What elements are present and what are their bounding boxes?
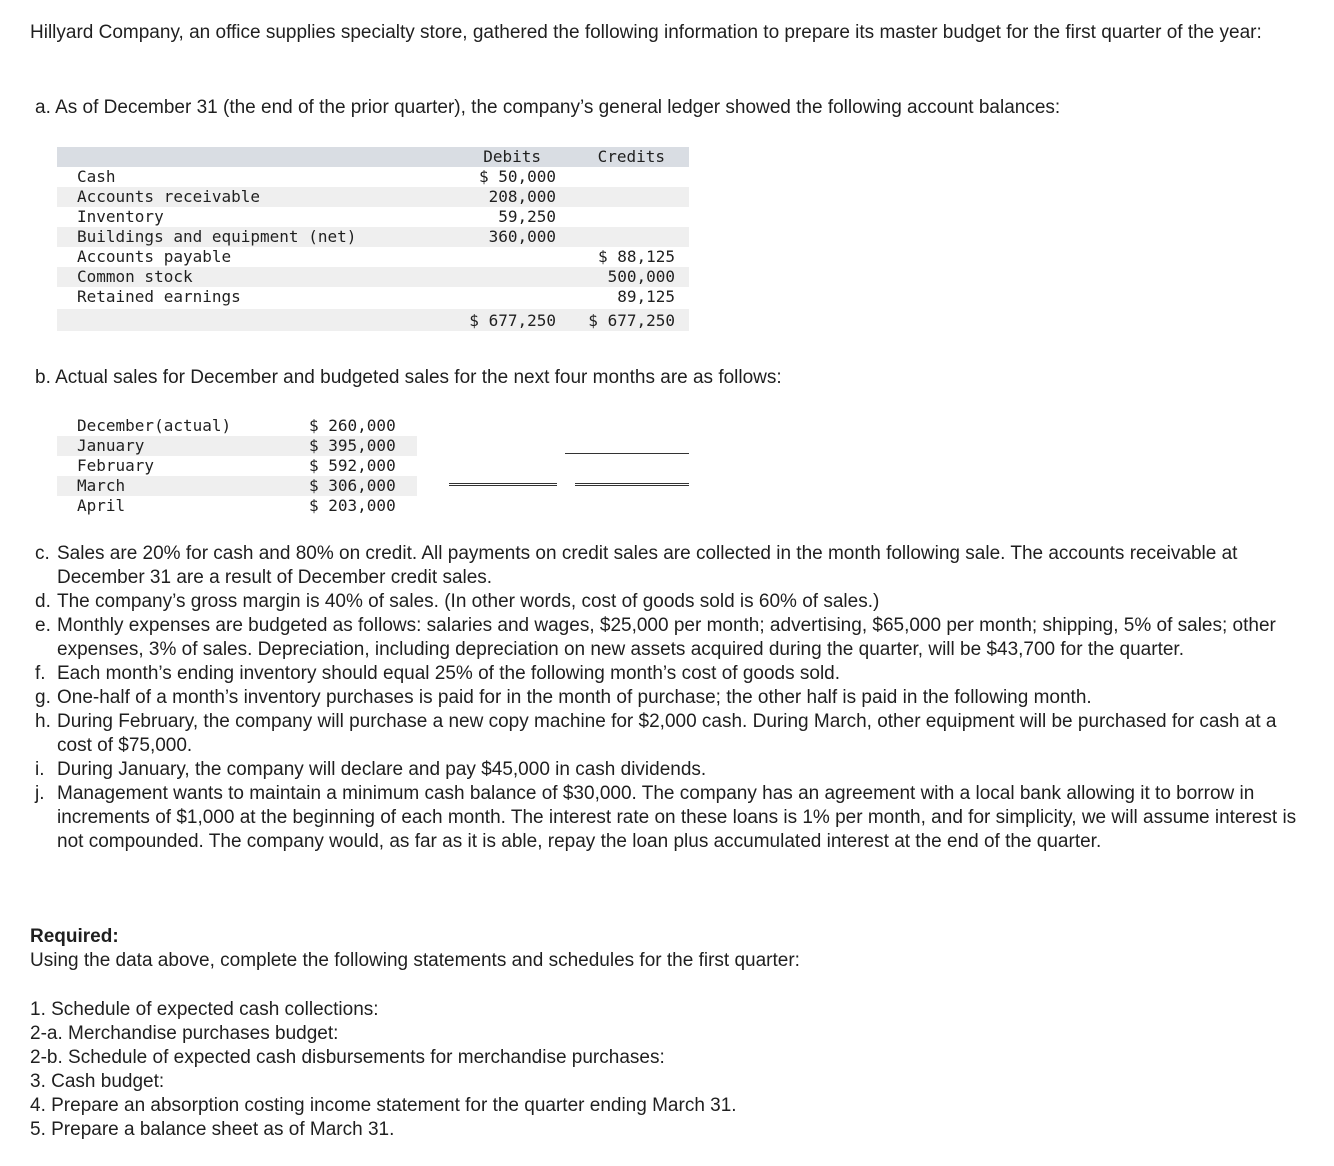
item-letter: c. [35, 543, 50, 564]
item-letter: i. [35, 759, 45, 780]
task-item: 2-b. Schedule of expected cash disbursements for merchandise purchases: [30, 1047, 665, 1068]
credit-amount: 89,125 [617, 287, 675, 306]
item-text: Sales are 20% for cash and 80% on credit. All payments on credit sales are collected in the month following sale. The accounts receivable at December 31 are a result of December credit sales. [57, 543, 1238, 588]
sales-amount: $ 306,000 [309, 476, 396, 495]
credit-subtotal-rule [565, 453, 689, 454]
ledger-row [57, 227, 689, 247]
sales-amount: $ 203,000 [309, 496, 396, 515]
task-item: 4. Prepare an absorption costing income statement for the quarter ending March 31. [30, 1095, 737, 1116]
item-a-text: a. As of December 31 (the end of the prior quarter), the company’s general ledger showed the following account balances: [35, 97, 1061, 118]
task-item: 3. Cash budget: [30, 1071, 165, 1092]
item-text: During January, the company will declare and pay $45,000 in cash dividends. [57, 759, 707, 780]
total-debits: $ 677,250 [469, 311, 556, 330]
ledger-row [57, 287, 689, 307]
task-item: 5. Prepare a balance sheet as of March 31. [30, 1119, 395, 1140]
sales-table [57, 416, 417, 516]
account-name: Common stock [77, 267, 193, 286]
item-text: Monthly expenses are budgeted as follows: salaries and wages, $25,000 per month; advertising, $65,000 per month; shipping, 5% of sales; other expenses, 3% of sales. Depreciation, including depreciation on new assets acquired during the quarter, will be $43,700 for the quarter. [57, 615, 1276, 660]
item-text: Each month’s ending inventory should equal 25% of the following month’s cost of goods sold. [57, 663, 841, 684]
item-text: Management wants to maintain a minimum cash balance of $30,000. The company has an agreement with a local bank allowing it to borrow in increments of $1,000 at the beginning of each month. The interest rate on these loans is 1% per month, and for simplicity, we will assume interest is not compounded. The company would, as far as it is able, repay the loan plus accumulated interest at the end of the quarter. [57, 783, 1297, 852]
ledger-header-row [57, 147, 689, 167]
ledger-row [57, 167, 689, 187]
intro-paragraph: Hillyard Company, an office supplies specialty store, gathered the following information to prepare its master budget for the first quarter of the year: [30, 22, 1262, 43]
debit-amount: $ 50,000 [478, 167, 556, 186]
sales-row [57, 476, 417, 496]
list-item [35, 782, 1297, 854]
account-name: Inventory [77, 207, 164, 226]
item-letter: e. [35, 615, 51, 636]
debits-header: Debits [483, 147, 541, 166]
item-text: The company’s gross margin is 40% of sales. (In other words, cost of goods sold is 60% of sales.) [57, 591, 880, 612]
list-item [35, 590, 1297, 614]
required-text: Using the data above, complete the following statements and schedules for the first quarter: [30, 950, 800, 971]
list-item [35, 662, 1297, 686]
list-item [35, 614, 1297, 662]
sales-amount: $ 592,000 [309, 456, 396, 475]
ledger-total-row [57, 309, 689, 331]
ledger-row [57, 267, 689, 287]
item-letter: d. [35, 591, 51, 612]
assumption-list [35, 542, 1297, 854]
item-letter: g. [35, 687, 51, 708]
debit-amount: 208,000 [488, 187, 556, 206]
account-name: Retained earnings [77, 287, 241, 306]
list-item [35, 542, 1297, 590]
debit-total-double-rule [449, 483, 557, 486]
ledger-row [57, 207, 689, 227]
sales-row [57, 436, 417, 456]
debit-amount: 59,250 [498, 207, 556, 226]
credit-amount: 500,000 [607, 267, 675, 286]
item-text: One-half of a month’s inventory purchases is paid for in the month of purchase; the other half is paid in the following month. [57, 687, 1092, 708]
required-heading: Required: [30, 926, 119, 947]
month-label: February [77, 456, 155, 475]
credit-total-double-rule [575, 483, 689, 486]
ledger-table [57, 147, 689, 331]
item-b-text: b. Actual sales for December and budgeted sales for the next four months are as follows: [35, 367, 782, 388]
total-credits: $ 677,250 [588, 311, 675, 330]
debit-amount: 360,000 [488, 227, 556, 246]
sales-amount: $ 395,000 [309, 436, 396, 455]
account-name: Buildings and equipment (net) [77, 227, 357, 246]
task-list [30, 998, 1290, 1142]
sales-row [57, 456, 417, 476]
item-letter: h. [35, 711, 51, 732]
required-section [30, 925, 1290, 973]
item-letter: f. [35, 663, 46, 684]
task-item: 1. Schedule of expected cash collections: [30, 999, 379, 1020]
credit-amount: $ 88,125 [597, 247, 675, 266]
sales-amount: $ 260,000 [309, 416, 396, 435]
sales-row [57, 496, 417, 516]
sales-row [57, 416, 417, 436]
credits-header: Credits [597, 147, 665, 166]
month-label: March [77, 476, 126, 495]
list-item [35, 758, 1297, 782]
item-text: During February, the company will purchase a new copy machine for $2,000 cash. During March, other equipment will be purchased for cash at a cost of $75,000. [57, 711, 1277, 756]
ledger-row [57, 247, 689, 267]
task-item: 2-a. Merchandise purchases budget: [30, 1023, 339, 1044]
list-item [35, 710, 1297, 758]
account-name: Accounts payable [77, 247, 232, 266]
month-label: December(actual) [77, 416, 232, 435]
ledger-row [57, 187, 689, 207]
account-name: Cash [77, 167, 116, 186]
account-name: Accounts receivable [77, 187, 261, 206]
month-label: April [77, 496, 126, 515]
list-item [35, 686, 1297, 710]
item-letter: j. [35, 783, 45, 804]
month-label: January [77, 436, 145, 455]
